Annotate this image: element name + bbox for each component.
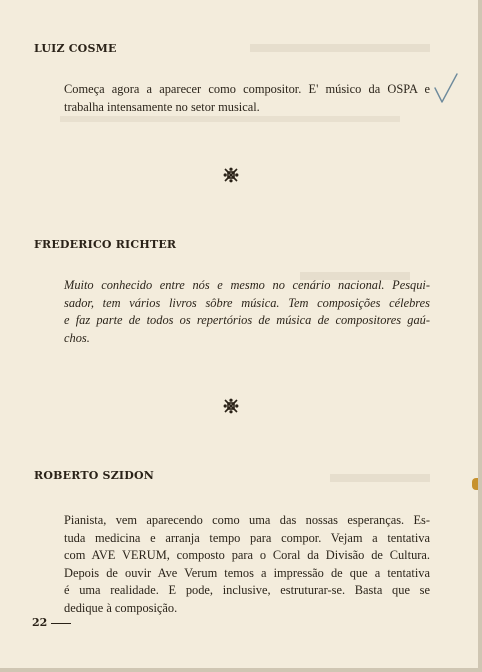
bleed-through-decoration	[60, 116, 400, 122]
section-paragraph-roberto-szidon	[64, 512, 430, 618]
paragraph-line: trabalha intensamente no setor musical.	[64, 99, 260, 114]
section-paragraph-frederico-richter	[64, 277, 430, 347]
paragraph-line: dedique à composição.	[64, 600, 178, 615]
page-edge-tab	[472, 478, 480, 490]
paragraph-line: é uma realidade. E pode, inclusive, estruturar-se. Basta que se	[64, 583, 430, 598]
bleed-through-decoration	[250, 44, 430, 52]
paragraph-line: tuda medicina e arranja tempo para compor. Vejam a tentativa	[64, 530, 430, 545]
handwritten-check-icon	[432, 72, 460, 106]
page-number	[32, 616, 71, 629]
floral-ornament-icon	[223, 398, 239, 414]
page-number-dash	[51, 623, 71, 624]
paragraph-line: Depois de ouvir Ave Verum temos a impressão de que a tentativa	[64, 565, 430, 580]
paragraph-line: e faz parte de todos os repertórios de música de compositores gaú-	[64, 313, 430, 328]
section-paragraph-luiz-cosme	[64, 81, 430, 116]
section-heading-luiz-cosme: LUIZ COSME	[34, 42, 117, 55]
paragraph-line: Muito conhecido entre nós e mesmo no cenário nacional. Pesqui-	[64, 278, 430, 292]
bleed-through-decoration	[330, 474, 430, 482]
section-heading-frederico-richter: FREDERICO RICHTER	[34, 238, 177, 251]
paragraph-line: Começa agora a aparecer como compositor. E' músico da OSPA e	[64, 82, 430, 96]
paragraph-line: com AVE VERUM, composto para o Coral da Divisão de Cultura.	[64, 548, 430, 563]
paragraph-line: chos.	[64, 330, 90, 345]
page-number-value: 22	[32, 616, 48, 629]
section-heading-roberto-szidon: ROBERTO SZIDON	[34, 469, 155, 482]
paragraph-line: Pianista, vem aparecendo como uma das nossas esperanças. Es-	[64, 513, 430, 527]
floral-ornament-icon	[223, 167, 239, 183]
paragraph-line: sador, tem vários livros sôbre música. Tem composições célebres	[64, 295, 430, 310]
